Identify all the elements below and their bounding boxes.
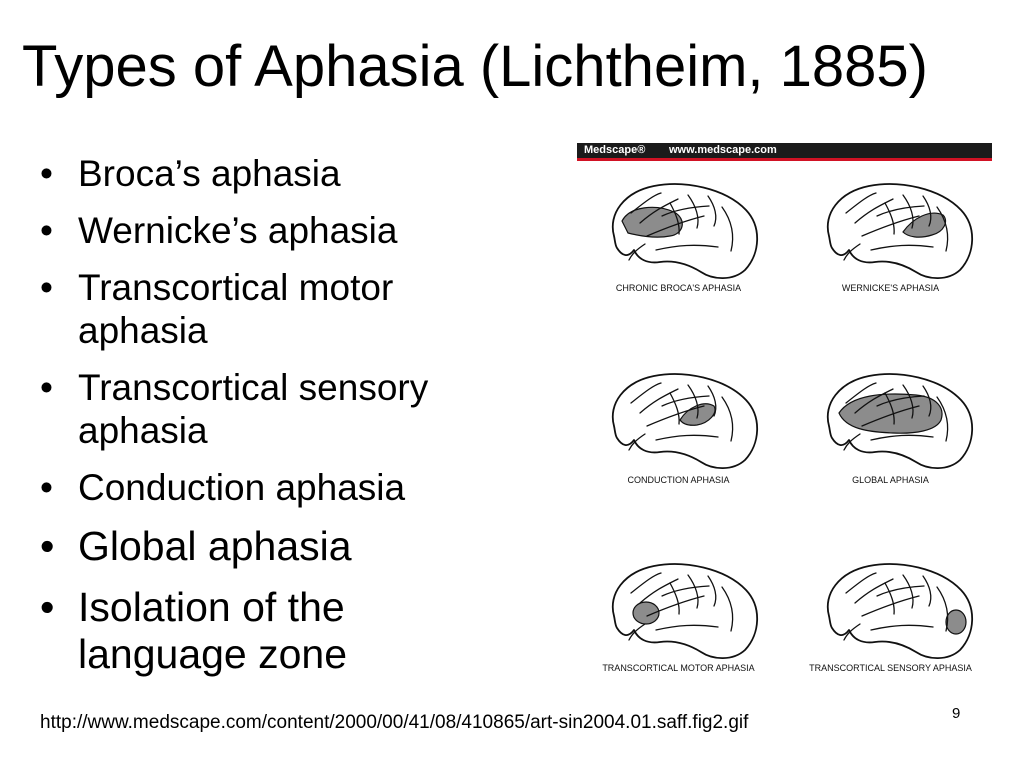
bullet-icon: • xyxy=(40,367,53,408)
sulcus-line xyxy=(722,397,733,441)
bullet-icon: • xyxy=(40,267,53,308)
sulcus-line xyxy=(903,575,913,608)
sulcus-line xyxy=(670,393,679,424)
wernicke-brain-icon xyxy=(811,178,975,282)
wernicke-lesion-region xyxy=(903,213,946,237)
sulcus-line xyxy=(923,576,931,606)
list-item-label: Transcortical sensory aphasia xyxy=(78,367,429,451)
list-item-label: Isolation of the language zone xyxy=(78,584,348,677)
brain-outline xyxy=(828,184,972,278)
list-item-label: Global aphasia xyxy=(78,523,352,569)
sulcus-line xyxy=(708,576,716,606)
sulcus-line xyxy=(656,435,718,440)
list-item xyxy=(40,584,510,678)
sulcus-line xyxy=(708,196,716,226)
transcortical-sensory-lesion-region xyxy=(946,610,966,634)
sulcus-line xyxy=(871,625,933,630)
aphasia-brain-figure xyxy=(575,141,992,681)
list-item xyxy=(40,523,510,570)
figure-brand: Medscape® xyxy=(584,144,646,156)
transcortical-motor-caption: TRANSCORTICAL MOTOR APHASIA xyxy=(602,663,755,673)
sulcus-line xyxy=(722,207,733,251)
transcortical-motor-brain-icon xyxy=(596,558,760,662)
global-lesion-region xyxy=(839,394,942,433)
global-brain-icon xyxy=(811,368,975,472)
transcortical-sensory-brain-icon xyxy=(811,558,975,662)
figure-header-rule xyxy=(577,158,992,161)
list-item-label: Wernicke’s aphasia xyxy=(78,210,398,251)
sulcus-line xyxy=(670,583,679,614)
global-caption: GLOBAL APHASIA xyxy=(852,475,929,485)
list-item xyxy=(40,209,510,252)
sulcus-line xyxy=(885,583,894,614)
list-item-label: Broca’s aphasia xyxy=(78,153,341,194)
sulcus-line xyxy=(877,206,924,216)
brain-outline xyxy=(828,564,972,658)
source-url: http://www.medscape.com/content/2000/00/41/08/410865/art-sin2004.01.saff.fig2.gif xyxy=(40,712,749,733)
bullet-icon: • xyxy=(40,584,55,630)
bullet-icon: • xyxy=(40,523,55,569)
sulcus-line xyxy=(688,575,698,608)
sulcus-line xyxy=(871,245,933,250)
conduction-caption: CONDUCTION APHASIA xyxy=(627,475,730,485)
list-item-label: Conduction aphasia xyxy=(78,467,406,508)
sulcus-line xyxy=(662,586,709,596)
sulcus-line xyxy=(871,435,933,440)
sulcus-line xyxy=(656,625,718,630)
figure-site: www.medscape.com xyxy=(669,144,777,156)
list-item xyxy=(40,152,510,195)
sulcus-line xyxy=(862,596,919,616)
page-number: 9 xyxy=(952,705,961,722)
broca-caption: CHRONIC BROCA'S APHASIA xyxy=(615,283,742,293)
aphasia-type-list xyxy=(40,152,510,692)
bullet-icon: • xyxy=(40,210,53,251)
bullet-icon: • xyxy=(40,153,53,194)
wernicke-caption: WERNICKE'S APHASIA xyxy=(841,283,940,293)
list-item xyxy=(40,466,510,509)
broca-brain-icon xyxy=(596,178,760,282)
sulcus-line xyxy=(688,195,698,228)
list-item xyxy=(40,366,510,452)
conduction-brain-icon xyxy=(596,368,760,472)
transcortical-sensory-caption: TRANSCORTICAL SENSORY APHASIA xyxy=(809,663,972,673)
bullet-icon: • xyxy=(40,467,53,508)
sulcus-line xyxy=(656,245,718,250)
slide-title: Types of Aphasia (Lichtheim, 1885) xyxy=(22,34,928,99)
sulcus-line xyxy=(722,587,733,631)
list-item-label: Transcortical motor aphasia xyxy=(78,267,394,351)
sulcus-line xyxy=(877,586,924,596)
figure-header xyxy=(577,143,992,158)
sulcus-line xyxy=(885,203,894,234)
list-item xyxy=(40,266,510,352)
